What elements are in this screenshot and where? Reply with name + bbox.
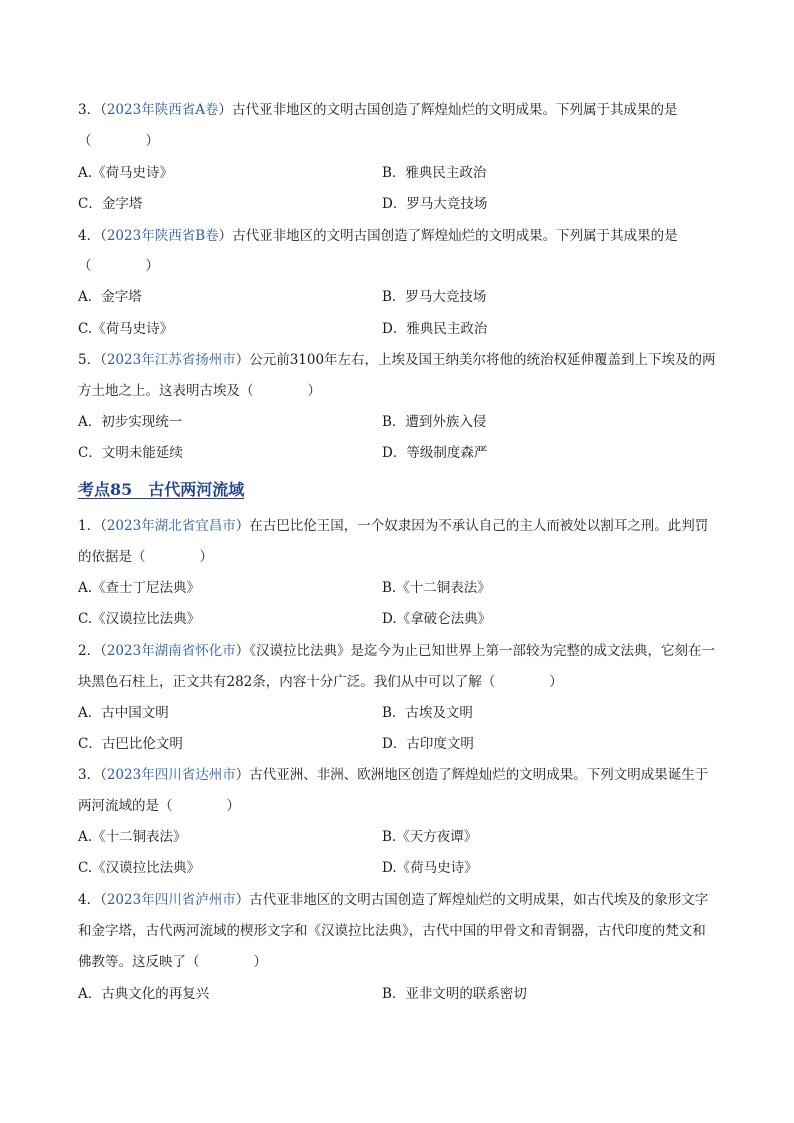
question-text: ）古代亚非地区的文明古国创造了辉煌灿烂的文明成果。下列属于其成果的是 <box>218 102 678 118</box>
question-source: 2023年江苏省扬州市 <box>106 352 236 368</box>
option-b: B．罗马大竞技场 <box>382 289 487 305</box>
question-text: ）《汉谟拉比法典》是迄今为止已知世界上第一部较为完整的成文法典，它刻在一 <box>235 643 715 659</box>
option-b: B.《天方夜谭》 <box>382 829 478 845</box>
question-source: 2023年四川省泸州市 <box>106 892 236 908</box>
section-question-3-line1 <box>78 765 723 785</box>
question-number: 3．（ <box>78 102 107 118</box>
question-5-line2: 方土地之上。这表明古埃及（ ） <box>78 383 321 399</box>
option-b: B．亚非文明的联系密切 <box>382 986 527 1002</box>
option-d: D.《荷马史诗》 <box>382 860 478 876</box>
question-source: 2023年湖南省怀化市 <box>106 643 236 659</box>
option-b: B．遭到外族入侵 <box>382 414 487 430</box>
question-5-line1 <box>78 350 723 370</box>
section-title: 考点85 古代两河流域 <box>78 480 245 499</box>
question-text: ）在古巴比伦王国，一个奴隶因为不承认自己的主人而被处以割耳之刑。此判罚 <box>235 518 709 534</box>
option-c: C．金字塔 <box>78 196 143 212</box>
option-a: A.《十二铜表法》 <box>78 829 187 845</box>
option-c: C.《荷马史诗》 <box>78 321 174 337</box>
question-number: 2．（ <box>78 643 107 659</box>
section-question-2-line2: 块黑色石柱上，正文共有282条，内容十分广泛。我们从中可以了解（ ） <box>78 674 563 690</box>
option-a: A．古典文化的再复兴 <box>78 986 210 1002</box>
option-a: A．初步实现统一 <box>78 414 183 430</box>
question-source: 2023年陕西省A卷 <box>106 102 219 118</box>
question-source: 2023年陕西省B卷 <box>106 228 219 244</box>
question-4b-line1 <box>78 226 723 246</box>
question-number: 5．（ <box>78 352 107 368</box>
question-text: ）古代亚非地区的文明古国创造了辉煌灿烂的文明成果。下列属于其成果的是 <box>218 228 678 244</box>
question-text: ）古代亚洲、非洲、欧洲地区创造了辉煌灿烂的文明成果。下列文明成果诞生于 <box>235 767 709 783</box>
option-b: B．古埃及文明 <box>382 705 473 721</box>
option-d: D．等级制度森严 <box>382 445 488 461</box>
option-d: D．雅典民主政治 <box>382 321 488 337</box>
section-question-1-line1 <box>78 516 723 536</box>
section-question-2-line1 <box>78 641 723 661</box>
option-a: A.《荷马史诗》 <box>78 165 174 181</box>
question-number: 3．（ <box>78 767 107 783</box>
option-b: B.《十二铜表法》 <box>382 580 491 596</box>
section-question-4-line2: 和金字塔，古代两河流域的楔形文字和《汉谟拉比法典》，古代中国的甲骨文和青铜器，古代印度的梵文和 <box>78 923 706 939</box>
section-question-4-line1 <box>78 890 723 910</box>
option-c: C．古巴比伦文明 <box>78 736 183 752</box>
option-a: A．金字塔 <box>78 289 142 305</box>
section-question-4-line3: 佛教等。这反映了（ ） <box>78 954 267 970</box>
question-4b-line2: （ ） <box>78 258 159 274</box>
option-d: D.《拿破仑法典》 <box>382 611 492 627</box>
option-d: D．古印度文明 <box>382 736 474 752</box>
section-question-1-line2: 的依据是（ ） <box>78 549 213 565</box>
option-b: B．雅典民主政治 <box>382 165 487 181</box>
option-d: D．罗马大竞技场 <box>382 196 488 212</box>
question-source: 2023年湖北省宜昌市 <box>106 518 236 534</box>
question-3a-line1 <box>78 100 723 120</box>
question-text: ）公元前3100年左右，上埃及国王纳美尔将他的统治权延伸覆盖到上下埃及的两 <box>235 352 716 368</box>
option-c: C.《汉谟拉比法典》 <box>78 611 201 627</box>
section-question-3-line2: 两河流域的是（ ） <box>78 798 240 814</box>
question-3a-line2: （ ） <box>78 133 159 149</box>
question-number: 4．（ <box>78 228 107 244</box>
question-text: ）古代亚非地区的文明古国创造了辉煌灿烂的文明成果，如古代埃及的象形文字 <box>235 892 709 908</box>
option-a: A．古中国文明 <box>78 705 169 721</box>
question-number: 4．（ <box>78 892 107 908</box>
option-c: C.《汉谟拉比法典》 <box>78 860 201 876</box>
option-c: C．文明未能延续 <box>78 445 183 461</box>
option-a: A.《查士丁尼法典》 <box>78 580 201 596</box>
question-source: 2023年四川省达州市 <box>106 767 236 783</box>
question-number: 1．（ <box>78 518 107 534</box>
